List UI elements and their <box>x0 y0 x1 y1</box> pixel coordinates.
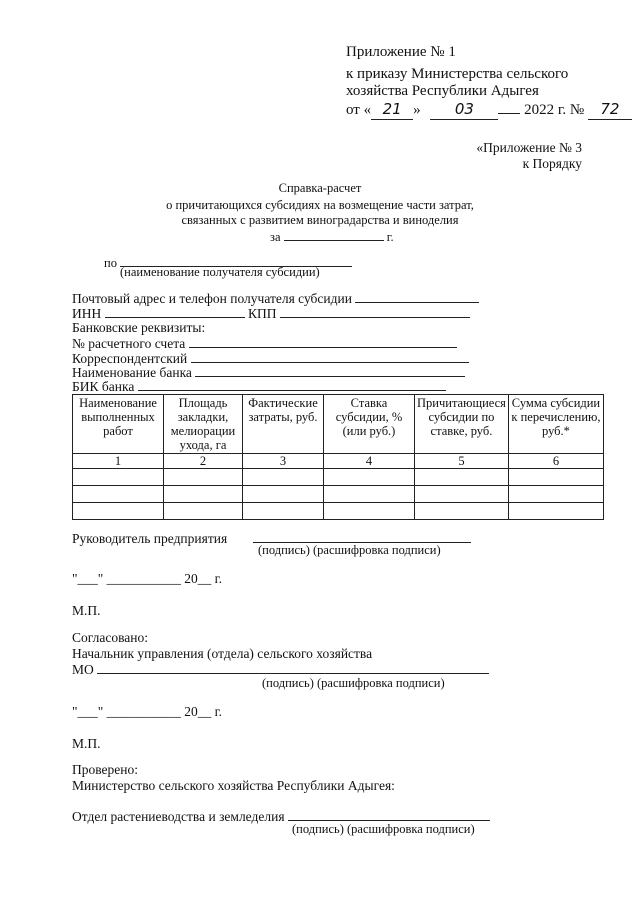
col-header-due: Причитающиеся субсидии по ставке, руб. <box>415 395 509 454</box>
date-line-2: "___" ___________ 20__ г. <box>72 704 223 719</box>
kpp-label: КПП <box>248 306 277 321</box>
col-header-sum: Сумма субсидии к перечислению, руб.* <box>508 395 603 454</box>
signature-caption-2: (подпись) (расшифровка подписи) <box>262 676 445 690</box>
col-number: 6 <box>508 454 603 469</box>
appendix-line-3: хозяйства Республики Адыгея <box>346 83 539 99</box>
table-row <box>73 469 604 486</box>
col-number: 5 <box>415 454 509 469</box>
ministry-label: Министерство сельского хозяйства Республики Адыгея: <box>72 778 395 793</box>
agreed-label: Согласовано: <box>72 630 148 645</box>
col-number: 1 <box>73 454 164 469</box>
period-suffix: г. <box>386 230 394 244</box>
sub-appendix-line-1: «Приложение № 3 <box>476 140 582 155</box>
date-mid: » <box>413 102 421 118</box>
col-number: 2 <box>164 454 243 469</box>
recipient-caption: (наименование получателя субсидии) <box>120 265 320 279</box>
appendix-line-2: к приказу Министерства сельского <box>346 66 569 82</box>
signature-caption-3: (подпись) (расшифровка подписи) <box>292 822 475 836</box>
dept-label: Отдел растениеводства и земледелия <box>72 809 285 824</box>
period-prefix: за <box>270 230 281 244</box>
bank-name-label: Наименование банка <box>72 365 192 380</box>
table-row <box>73 486 604 503</box>
bik-field <box>72 378 446 395</box>
corr-label: Корреспондентский <box>72 351 188 366</box>
order-number: 72 <box>588 99 632 120</box>
date-prefix: от « <box>346 102 372 118</box>
table-header-row <box>73 395 604 454</box>
recipient-prefix: по <box>104 256 117 270</box>
table-row <box>73 503 604 520</box>
address-label: Почтовый адрес и телефон получателя субсидии <box>72 291 352 306</box>
signature-caption-1: (подпись) (расшифровка подписи) <box>258 543 441 557</box>
chief-label: Начальник управления (отдела) сельского хозяйства <box>72 646 373 661</box>
table-number-row <box>73 454 604 469</box>
bank-details-label: Банковские реквизиты: <box>72 320 206 335</box>
order-date-line <box>346 99 632 120</box>
head-label: Руководитель предприятия <box>72 531 228 546</box>
stamp-label-2: М.П. <box>72 736 101 751</box>
col-header-works: Наименование выполненных работ <box>73 395 164 454</box>
col-header-costs: Фактические затраты, руб. <box>243 395 324 454</box>
document-subtitle-2: связанных с развитием виноградарства и виноделия <box>181 213 459 227</box>
date-line-1: "___" ___________ 20__ г. <box>72 571 223 586</box>
inn-label: ИНН <box>72 306 102 321</box>
checked-label: Проверено: <box>72 762 139 777</box>
date-year: 2022 г. № <box>524 102 585 118</box>
col-header-rate: Ставка субсидии, % (или руб.) <box>324 395 415 454</box>
stamp-label-1: М.П. <box>72 603 101 618</box>
document-subtitle-1: о причитающихся субсидиях на возмещение части затрат, <box>166 198 474 212</box>
col-header-area: Площадь закладки, мелиорации ухода, га <box>164 395 243 454</box>
account-label: № расчетного счета <box>72 336 186 351</box>
subsidy-table <box>72 394 604 520</box>
date-day: 21 <box>371 99 413 120</box>
date-month: 03 <box>430 99 498 120</box>
col-number: 3 <box>243 454 324 469</box>
bik-label: БИК банка <box>72 379 135 394</box>
mo-label: МО <box>72 662 94 677</box>
document-title: Справка-расчет <box>278 181 362 195</box>
appendix-number: Приложение № 1 <box>346 44 456 60</box>
sub-appendix-line-2: к Порядку <box>522 156 582 171</box>
period-line <box>270 228 394 245</box>
col-number: 4 <box>324 454 415 469</box>
